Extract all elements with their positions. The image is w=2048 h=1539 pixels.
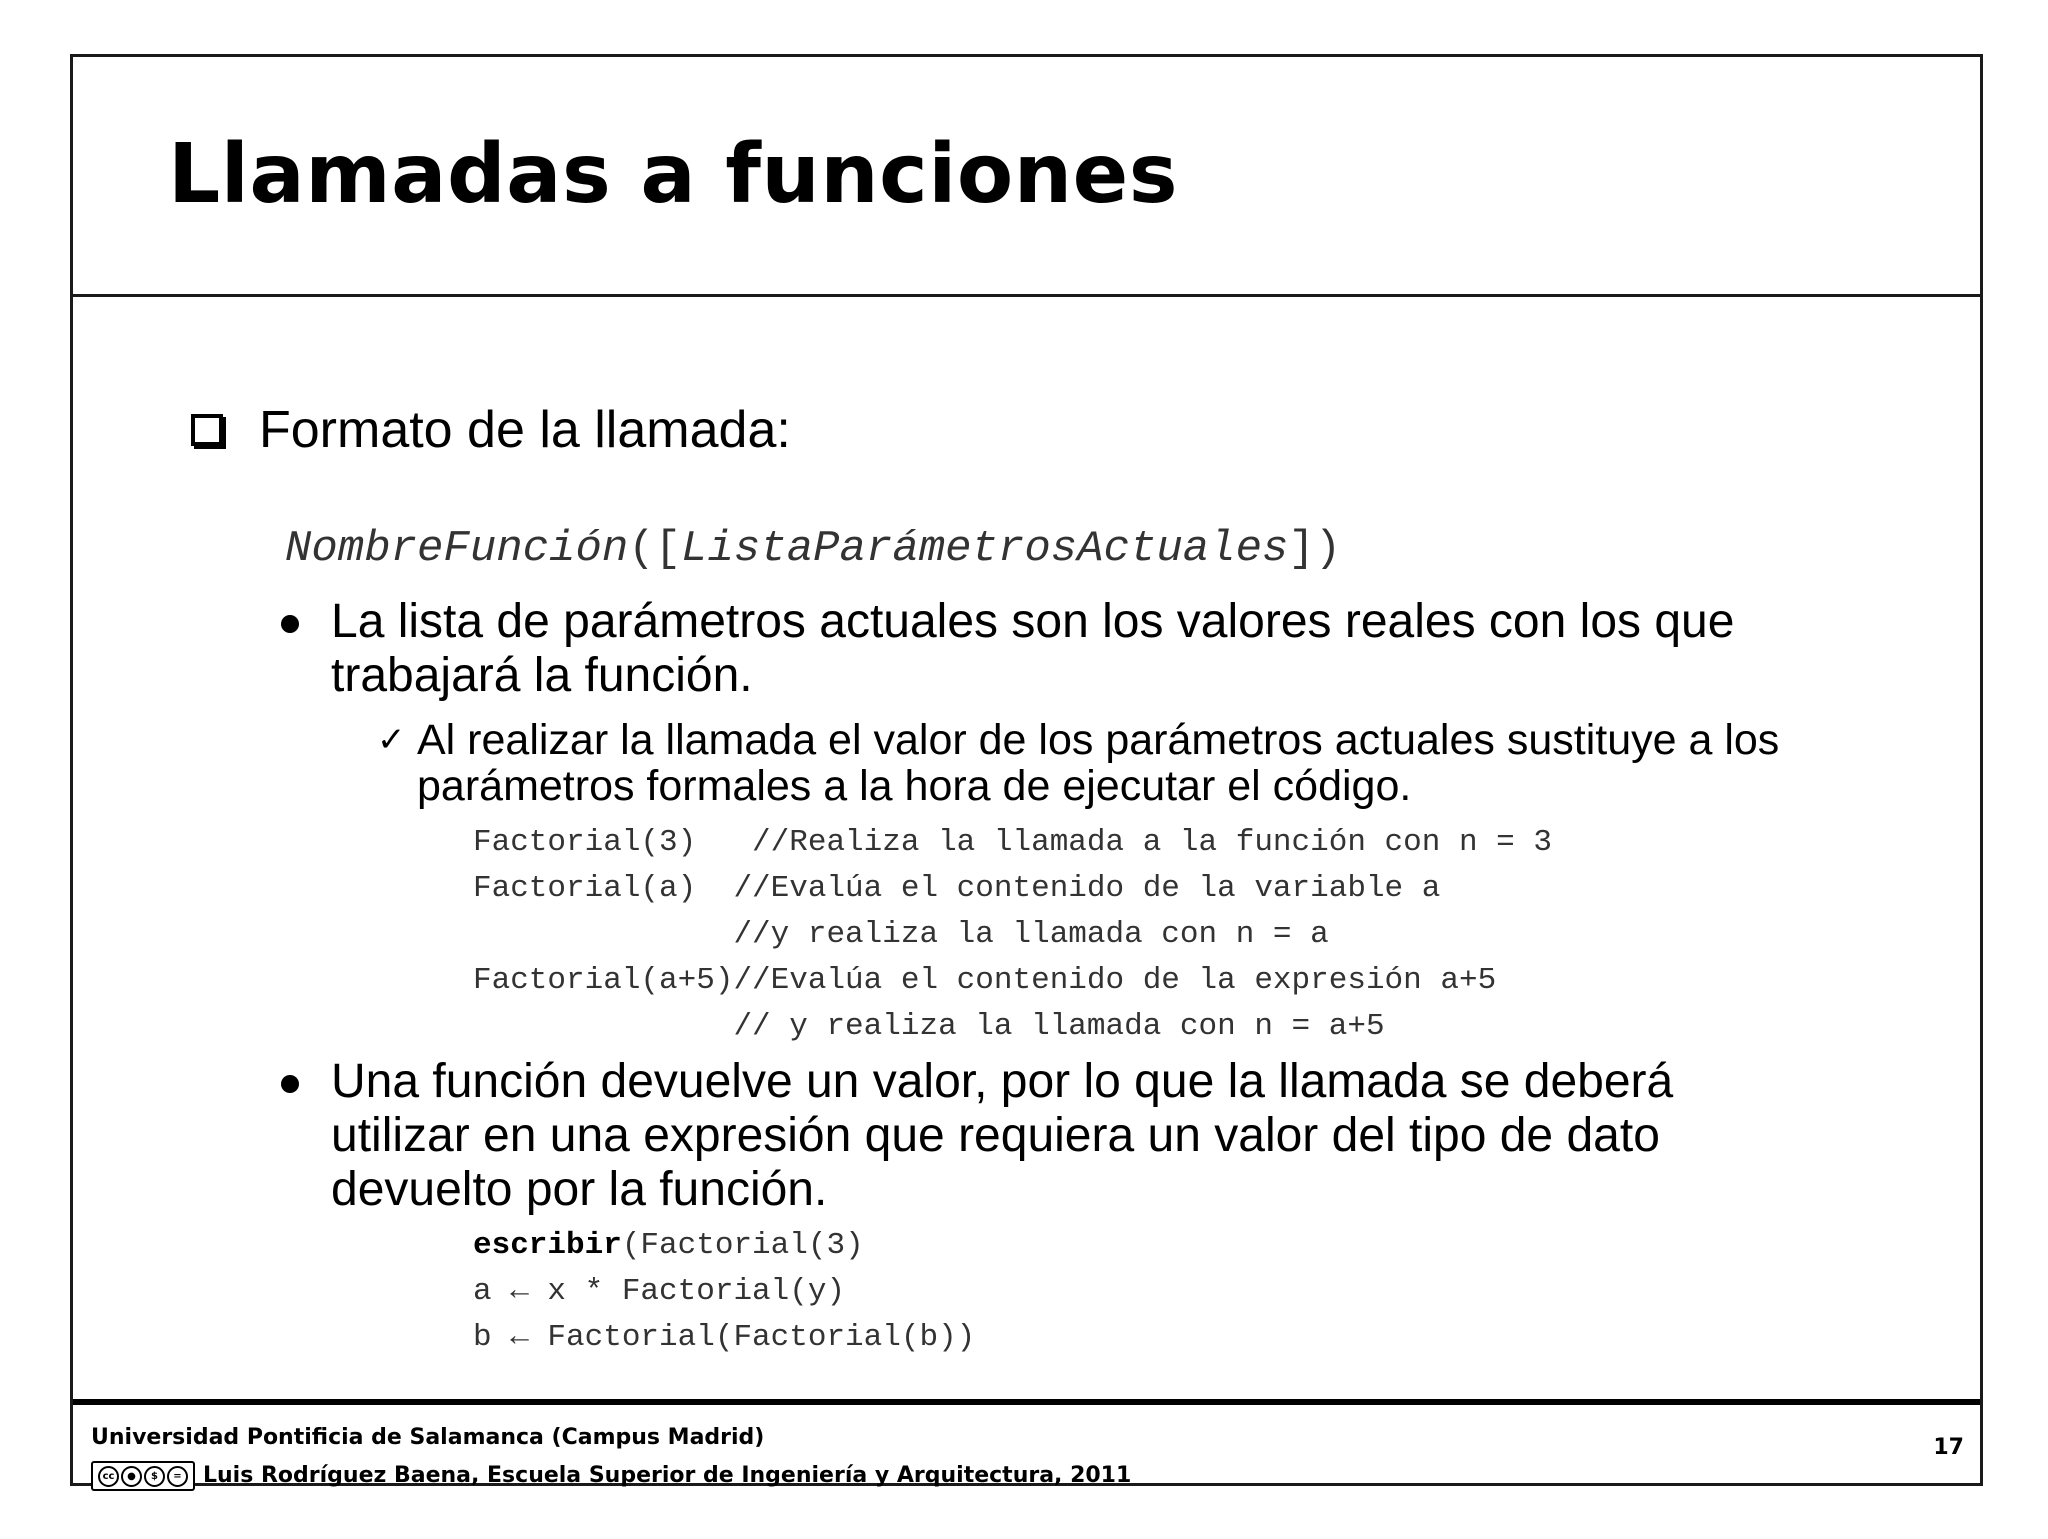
square-bullet-icon: [191, 414, 223, 446]
code-line: Factorial(a+5)//Evalúa el contenido de la expresión a+5: [473, 963, 1497, 998]
code-line: //y realiza la llamada con n = a: [473, 917, 1329, 952]
code-line: a ← x * Factorial(y): [473, 1274, 846, 1309]
code-line: // y realiza la llamada con n = a+5: [473, 1009, 1385, 1044]
footer-divider: [73, 1399, 1980, 1405]
footer-author: Luis Rodríguez Baena, Escuela Superior de Ingeniería y Arquitectura, 2011: [203, 1463, 1132, 1488]
code-example-calls: [473, 820, 1552, 1050]
sub-bullet-line: parámetros formales a la hora de ejecutar el código.: [417, 762, 1412, 810]
footer-institution: Universidad Pontificia de Salamanca (Campus Madrid): [91, 1425, 765, 1450]
slide-frame: [70, 54, 1983, 1486]
code-example-expressions: [473, 1223, 975, 1361]
bullet-line: Una función devuelve un valor, por lo que la llamada se deberá: [331, 1055, 1674, 1108]
title-divider: [73, 294, 1980, 297]
syntax-function-name: NombreFunción: [285, 524, 629, 574]
footer: [91, 1419, 1131, 1495]
bullet-return-value: [281, 1055, 1881, 1220]
page-number: 17: [1933, 1435, 1964, 1460]
footer-credit-line: [91, 1457, 1131, 1495]
code-line: b ← Factorial(Factorial(b)): [473, 1320, 976, 1355]
syntax-params: ListaParámetrosActuales: [681, 524, 1289, 574]
bullet-dot-icon: [281, 615, 299, 633]
syntax-open: ([: [628, 524, 682, 574]
checkmark-icon: ✓: [377, 720, 406, 760]
bullet-line: La lista de parámetros actuales son los valores reales con los que: [331, 595, 1735, 648]
cc-text: cc: [98, 1466, 119, 1487]
bullet-line: utilizar en una expresión que requiera un valor del tipo de dato: [331, 1109, 1660, 1162]
creative-commons-license-icon: cc ● $ =: [91, 1461, 195, 1491]
bullet-line: devuelto por la función.: [331, 1163, 828, 1216]
sub-bullet-line: Al realizar la llamada el valor de los parámetros actuales sustituye a los: [417, 716, 1780, 764]
code-keyword: escribir: [473, 1228, 622, 1263]
bullet-line: trabajará la función.: [331, 649, 753, 702]
code-line: Factorial(a) //Evalúa el contenido de la variable a: [473, 871, 1441, 906]
code-text: (Factorial(3): [621, 1228, 864, 1263]
section-heading: [191, 400, 791, 460]
syntax-close: ]): [1288, 524, 1342, 574]
heading-text: Formato de la llamada:: [259, 401, 791, 459]
code-line: [473, 1223, 975, 1269]
call-syntax: [285, 524, 1341, 574]
code-line: Factorial(3) //Realiza la llamada a la función con n = 3: [473, 825, 1552, 860]
bullet-dot-icon: [281, 1075, 299, 1093]
slide-title: Llamadas a funciones: [168, 127, 1179, 222]
bullet-actual-parameters: [281, 595, 1881, 705]
